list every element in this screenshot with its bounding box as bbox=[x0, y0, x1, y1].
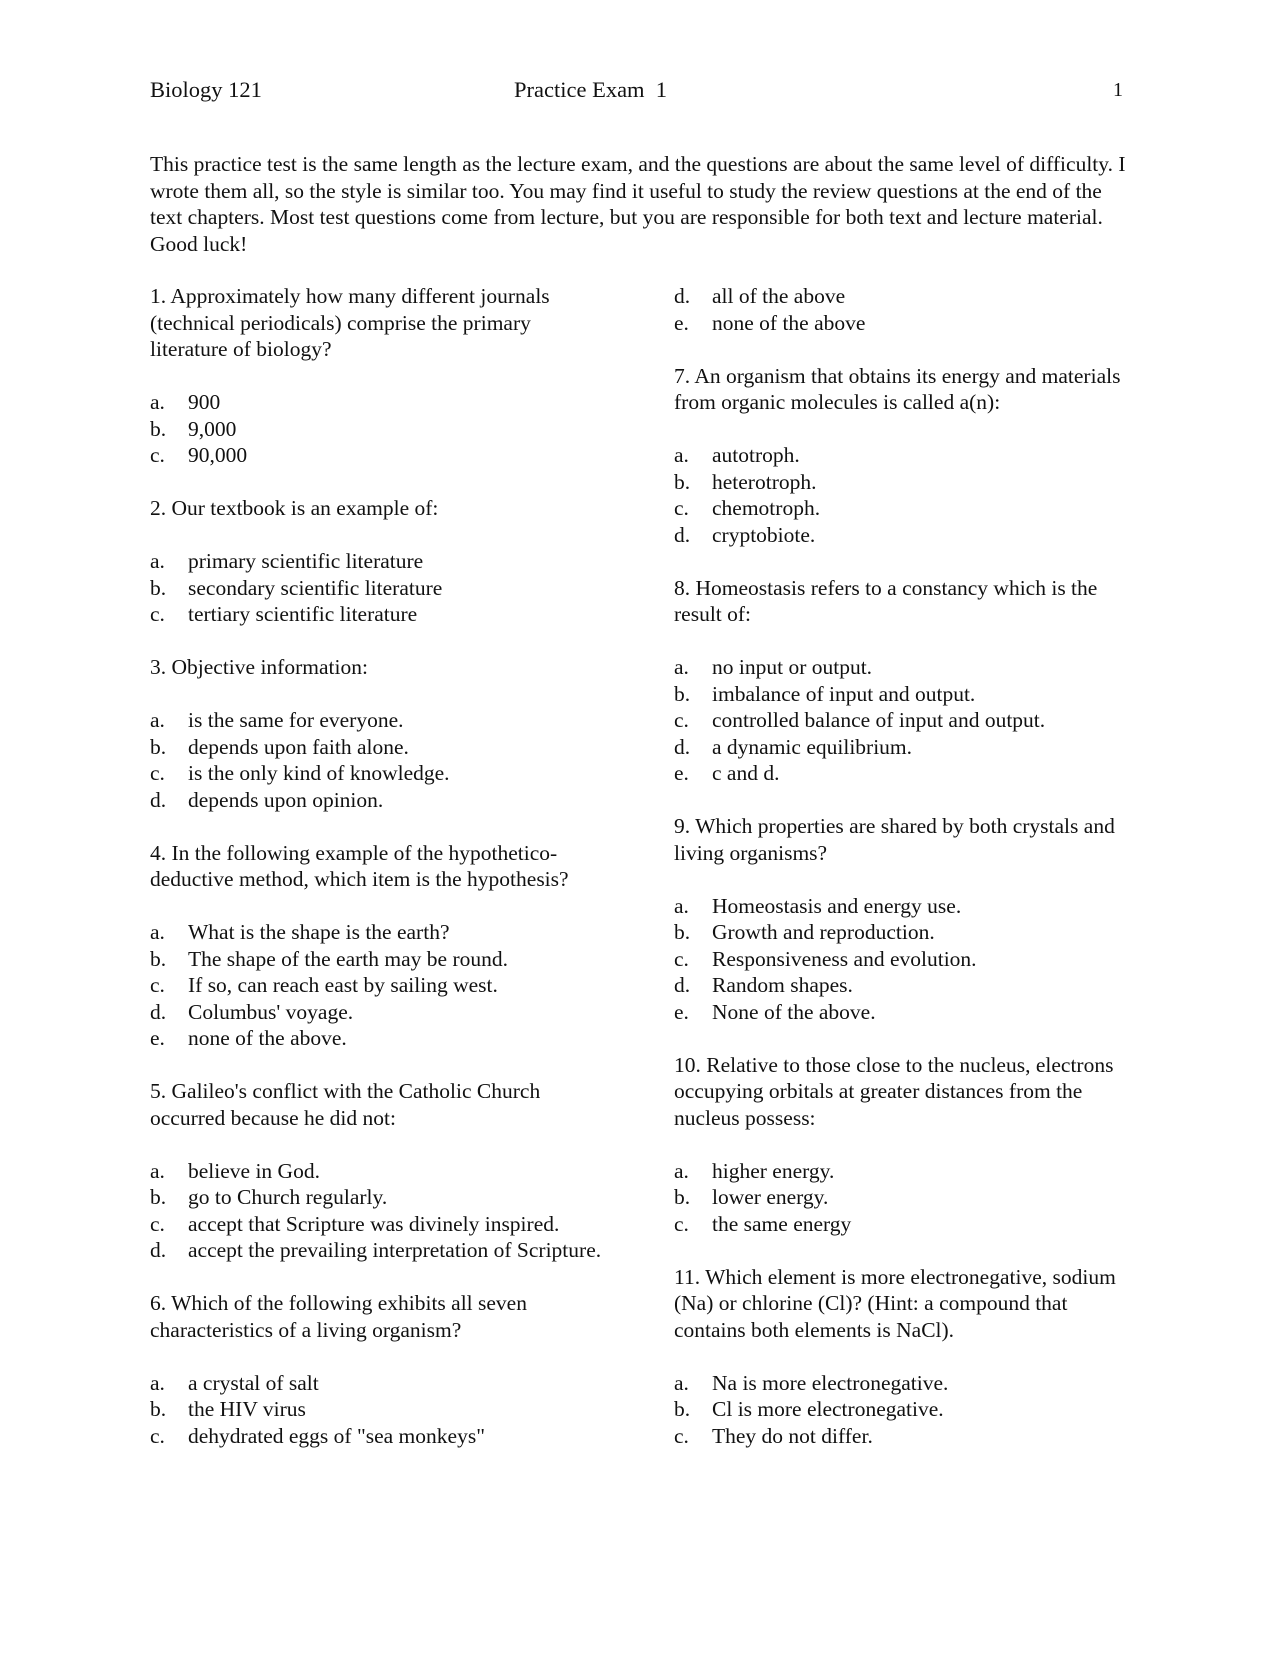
option-text: c and d. bbox=[712, 761, 780, 785]
option-text: Cl is more electronegative. bbox=[712, 1397, 944, 1421]
option-letter: b. bbox=[150, 575, 167, 600]
option-letter: a. bbox=[674, 443, 689, 467]
question-text: 11. Which element is more electronegative, sodium (Na) or chlorine (Cl)? (Hint: a compound that contains both elements is NaCl). bbox=[674, 1264, 1116, 1342]
question bbox=[674, 1052, 1134, 1238]
option-text: They do not differ. bbox=[712, 1423, 873, 1448]
option-text: chemotroph. bbox=[712, 496, 821, 520]
option-letter: b. bbox=[674, 681, 691, 706]
option-letter: b. bbox=[150, 1397, 167, 1421]
answer-option bbox=[150, 734, 610, 761]
question bbox=[150, 495, 610, 628]
answer-option bbox=[674, 946, 1134, 973]
option-letter: c. bbox=[150, 973, 165, 997]
option-text: none of the above bbox=[712, 310, 866, 335]
option-letter: c. bbox=[150, 1423, 165, 1448]
answer-options bbox=[674, 283, 1134, 336]
option-text: lower energy. bbox=[712, 1185, 829, 1209]
option-letter: c. bbox=[150, 1211, 165, 1236]
question bbox=[150, 1078, 610, 1264]
option-letter: a. bbox=[150, 549, 165, 573]
option-letter: a. bbox=[674, 655, 689, 679]
option-letter: d. bbox=[674, 522, 691, 547]
answer-options bbox=[150, 919, 610, 1052]
question-text: 9. Which properties are shared by both crystals and living organisms? bbox=[674, 814, 1115, 865]
answer-option bbox=[674, 469, 1134, 496]
right-column bbox=[674, 283, 1134, 1476]
question bbox=[674, 1264, 1134, 1450]
answer-options bbox=[150, 389, 610, 469]
option-letter: b. bbox=[150, 416, 167, 441]
answer-option bbox=[150, 1396, 610, 1423]
course-title: Biology 121 bbox=[150, 77, 262, 102]
option-letter: b. bbox=[150, 734, 167, 759]
option-letter: e. bbox=[674, 761, 689, 785]
answer-option bbox=[674, 707, 1134, 734]
option-text: tertiary scientific literature bbox=[188, 602, 418, 626]
option-letter: c. bbox=[674, 496, 689, 520]
option-text: believe in God. bbox=[188, 1158, 320, 1183]
answer-option bbox=[674, 1184, 1134, 1211]
option-text: autotroph. bbox=[712, 443, 800, 467]
question bbox=[674, 813, 1134, 1025]
question bbox=[150, 1290, 610, 1449]
option-letter: a. bbox=[150, 1370, 165, 1395]
option-text: all of the above bbox=[712, 284, 846, 308]
option-letter: e. bbox=[674, 999, 689, 1024]
option-letter: a. bbox=[674, 893, 689, 918]
option-letter: d. bbox=[150, 787, 167, 812]
question-text: 4. In the following example of the hypothetico-deductive method, which item is the hypothesis? bbox=[150, 840, 569, 891]
answer-option bbox=[150, 972, 610, 999]
option-letter: a. bbox=[150, 390, 165, 414]
option-letter: c. bbox=[674, 708, 689, 732]
intro-paragraph: This practice test is the same length as the lecture exam, and the questions are about the same level of difficulty. I wrote them all, so the style is similar too. You may find it useful to study the review questions at the end of the text chapters. Most test questions come from lecture, but you are responsible for both text and lecture material. Good luck! bbox=[150, 152, 1126, 256]
answer-option bbox=[674, 919, 1134, 946]
answer-option bbox=[674, 283, 1134, 310]
answer-option bbox=[674, 1211, 1134, 1238]
answer-option bbox=[150, 707, 610, 734]
option-letter: b. bbox=[674, 920, 691, 944]
answer-option bbox=[150, 1237, 610, 1264]
option-text: a crystal of salt bbox=[188, 1370, 319, 1395]
option-letter: a. bbox=[150, 708, 165, 732]
option-letter: b. bbox=[150, 1185, 167, 1209]
option-text: none of the above. bbox=[188, 1026, 347, 1050]
answer-option bbox=[150, 1025, 610, 1052]
option-text: the HIV virus bbox=[188, 1397, 306, 1421]
option-text: Responsiveness and evolution. bbox=[712, 946, 977, 971]
option-text: Random shapes. bbox=[712, 973, 853, 997]
option-letter: c. bbox=[150, 761, 165, 785]
answer-option bbox=[150, 575, 610, 602]
option-text: Columbus' voyage. bbox=[188, 999, 354, 1024]
answer-option bbox=[674, 893, 1134, 920]
question bbox=[150, 654, 610, 813]
option-text: heterotroph. bbox=[712, 469, 817, 494]
question-text: 6. Which of the following exhibits all seven characteristics of a living organism? bbox=[150, 1291, 527, 1342]
left-column bbox=[150, 283, 610, 1476]
option-letter: b. bbox=[674, 469, 691, 494]
option-letter: d. bbox=[674, 734, 691, 759]
option-text: no input or output. bbox=[712, 655, 873, 679]
answer-option bbox=[150, 389, 610, 416]
answer-options bbox=[674, 442, 1134, 548]
question bbox=[674, 283, 1134, 336]
option-letter: a. bbox=[674, 1158, 689, 1183]
answer-option bbox=[150, 787, 610, 814]
question-text: 3. Objective information: bbox=[150, 655, 368, 679]
option-letter: d. bbox=[674, 973, 691, 997]
option-letter: c. bbox=[150, 602, 165, 626]
answer-option bbox=[150, 1158, 610, 1185]
answer-option bbox=[674, 1158, 1134, 1185]
answer-option bbox=[150, 1184, 610, 1211]
option-letter: c. bbox=[674, 1423, 689, 1448]
answer-option bbox=[674, 760, 1134, 787]
answer-options bbox=[150, 707, 610, 813]
question-text: 7. An organism that obtains its energy and materials from organic molecules is called a(n): bbox=[674, 363, 1121, 414]
answer-options bbox=[150, 1370, 610, 1450]
question-text: 5. Galileo's conflict with the Catholic Church occurred because he did not: bbox=[150, 1079, 541, 1130]
option-text: is the only kind of knowledge. bbox=[188, 761, 450, 785]
option-text: 900 bbox=[188, 390, 221, 414]
option-text: What is the shape is the earth? bbox=[188, 920, 450, 944]
answer-option bbox=[150, 1423, 610, 1450]
option-letter: d. bbox=[150, 1238, 167, 1262]
answer-option bbox=[674, 1396, 1134, 1423]
option-text: None of the above. bbox=[712, 999, 876, 1024]
option-text: Na is more electronegative. bbox=[712, 1370, 949, 1395]
option-text: cryptobiote. bbox=[712, 522, 816, 547]
option-text: the same energy bbox=[712, 1211, 852, 1236]
option-letter: e. bbox=[150, 1026, 165, 1050]
answer-options bbox=[674, 893, 1134, 1026]
answer-option bbox=[674, 1370, 1134, 1397]
answer-options bbox=[150, 1158, 610, 1264]
option-letter: b. bbox=[674, 1397, 691, 1421]
answer-option bbox=[674, 734, 1134, 761]
answer-option bbox=[150, 416, 610, 443]
option-letter: a. bbox=[674, 1370, 689, 1395]
option-letter: e. bbox=[674, 310, 689, 335]
option-letter: d. bbox=[150, 999, 167, 1024]
option-letter: c. bbox=[674, 1211, 689, 1236]
answer-option bbox=[674, 495, 1134, 522]
question bbox=[150, 840, 610, 1052]
option-letter: b. bbox=[150, 946, 167, 971]
option-letter: a. bbox=[150, 920, 165, 944]
answer-option bbox=[674, 681, 1134, 708]
question-text: 2. Our textbook is an example of: bbox=[150, 496, 439, 520]
option-text: Homeostasis and energy use. bbox=[712, 893, 962, 918]
option-text: 90,000 bbox=[188, 443, 248, 467]
option-text: The shape of the earth may be round. bbox=[188, 946, 508, 971]
answer-options bbox=[674, 1370, 1134, 1450]
option-text: go to Church regularly. bbox=[188, 1185, 388, 1209]
answer-option bbox=[150, 601, 610, 628]
option-letter: d. bbox=[674, 284, 691, 308]
answer-option bbox=[674, 972, 1134, 999]
option-text: depends upon faith alone. bbox=[188, 734, 409, 759]
answer-option bbox=[674, 522, 1134, 549]
option-text: 9,000 bbox=[188, 416, 237, 441]
answer-option bbox=[674, 1423, 1134, 1450]
option-text: secondary scientific literature bbox=[188, 575, 443, 600]
option-letter: a. bbox=[150, 1158, 165, 1183]
option-text: depends upon opinion. bbox=[188, 787, 384, 812]
option-text: is the same for everyone. bbox=[188, 708, 404, 732]
exam-title: Practice Exam 1 bbox=[514, 77, 668, 102]
question-text: 1. Approximately how many different journals (technical periodicals) comprise the primary literature of biology? bbox=[150, 284, 550, 361]
option-text: imbalance of input and output. bbox=[712, 681, 976, 706]
option-text: If so, can reach east by sailing west. bbox=[188, 973, 498, 997]
answer-option bbox=[150, 548, 610, 575]
question bbox=[150, 283, 610, 469]
option-letter: c. bbox=[674, 946, 689, 971]
answer-option bbox=[150, 946, 610, 973]
answer-option bbox=[674, 654, 1134, 681]
option-text: a dynamic equilibrium. bbox=[712, 734, 913, 759]
answer-option bbox=[674, 999, 1134, 1026]
answer-option bbox=[150, 1370, 610, 1397]
option-text: dehydrated eggs of "sea monkeys" bbox=[188, 1423, 485, 1448]
answer-option bbox=[150, 442, 610, 469]
answer-option bbox=[150, 1211, 610, 1238]
answer-option bbox=[674, 310, 1134, 337]
option-text: Growth and reproduction. bbox=[712, 920, 935, 944]
answer-option bbox=[150, 919, 610, 946]
answer-options bbox=[150, 548, 610, 628]
option-letter: c. bbox=[150, 443, 165, 467]
option-letter: b. bbox=[674, 1185, 691, 1209]
option-text: primary scientific literature bbox=[188, 549, 424, 573]
question bbox=[674, 575, 1134, 787]
page-number: 1 bbox=[1113, 79, 1123, 101]
question-text: 8. Homeostasis refers to a constancy which is the result of: bbox=[674, 575, 1098, 626]
answer-option bbox=[674, 442, 1134, 469]
answer-option bbox=[150, 999, 610, 1026]
question-text: 10. Relative to those close to the nucleus, electrons occupying orbitals at greater distances from the nucleus possess: bbox=[674, 1052, 1114, 1130]
option-text: controlled balance of input and output. bbox=[712, 708, 1046, 732]
answer-options bbox=[674, 654, 1134, 787]
answer-option bbox=[150, 760, 610, 787]
question bbox=[674, 363, 1134, 549]
answer-options bbox=[674, 1158, 1134, 1238]
option-text: higher energy. bbox=[712, 1158, 835, 1183]
option-text: accept that Scripture was divinely inspired. bbox=[188, 1211, 560, 1236]
option-text: accept the prevailing interpretation of Scripture. bbox=[188, 1238, 602, 1262]
